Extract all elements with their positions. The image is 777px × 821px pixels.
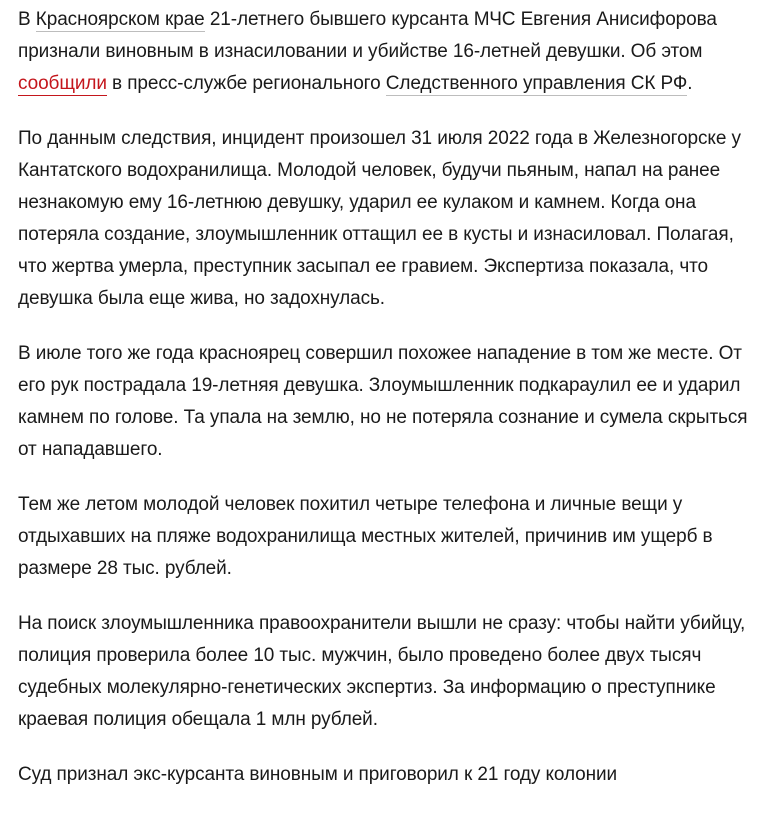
paragraph-1 (18, 4, 758, 100)
paragraph-2: По данным следствия, инцидент произошел 31 июля 2022 года в Железногорске у Кантатского водохранилища. Молодой человек, будучи пьяным, напал на ранее незнакомую ему 16-летнюю девушку, ударил ее кулаком и камнем. Когда она потеряла создание, злоумышленник оттащил ее в кусты и изнасиловал. Полагая, что жертва умерла, преступник засыпал ее гравием. Экспертиза показала, что девушка была еще жива, но задохнулась. (18, 128, 741, 309)
paragraph-3: В июле того же года красноярец совершил похожее нападение в том же месте. От его рук пострадала 19-летняя девушка. Злоумышленник подкараулил ее и ударил камнем по голове. Та упала на землю, но не потеряла сознание и сумела скрыться от нападавшего. (18, 343, 748, 460)
link-investigative-committee[interactable]: Следственного управления СК РФ (385, 73, 688, 94)
paragraph-4: Тем же летом молодой человек похитил четыре телефона и личные вещи у отдыхавших на пляже водохранилища местных жителей, причинив им ущерб в размере 28 тыс. рублей. (18, 494, 713, 579)
paragraph-6: Суд признал экс-курсанта виновным и приговорил к 21 году колонии (18, 764, 618, 785)
p1-text-3: в пресс-службе регионального (106, 73, 386, 94)
p1-text-2: 21-летнего бывшего курсанта МЧС Евгения Анисифорова признали виновным в изнасиловании и убийстве 16-летней девушки. Об этом (18, 9, 717, 62)
p1-text-4: . (687, 73, 693, 94)
link-reported[interactable]: сообщили (18, 73, 107, 94)
link-krasnoyarsk-krai[interactable]: Красноярском крае (35, 9, 205, 30)
p1-text-1: В (18, 9, 36, 30)
paragraph-5: На поиск злоумышленника правоохранители вышли не сразу: чтобы найти убийцу, полиция проверила более 10 тыс. мужчин, было проведено более двух тысяч судебных молекулярно-генетических экспертиз. За информацию о преступнике краевая полиция обещала 1 млн рублей. (18, 613, 746, 730)
